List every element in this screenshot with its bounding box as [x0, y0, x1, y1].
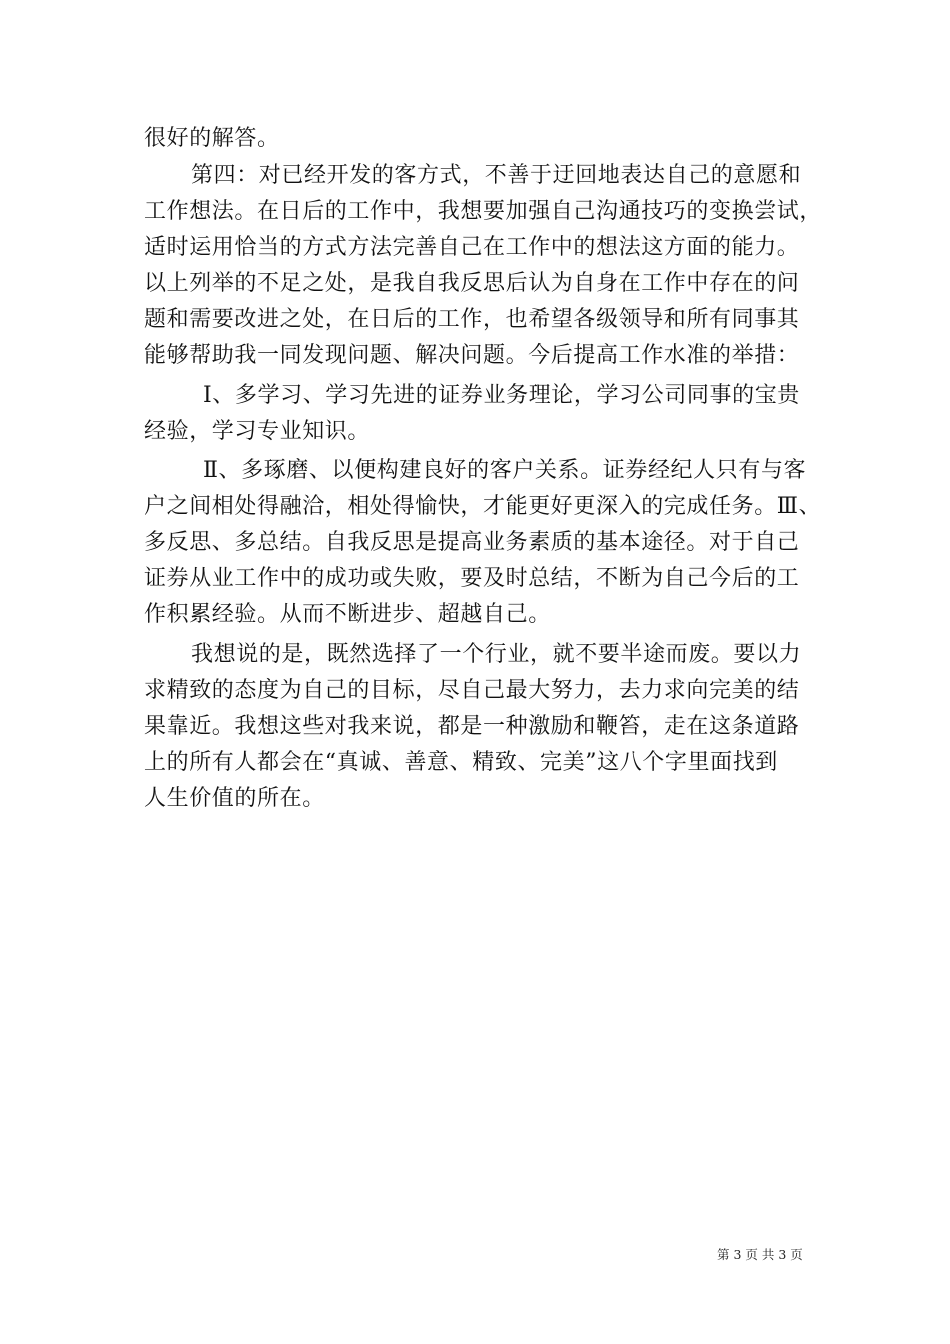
text-line: 上的所有人都会在“真诚、善意、精致、完美”这八个字里面找到: [144, 750, 778, 775]
text-line: 以上列举的不足之处，是我自我反思后认为自身在工作中存在的问: [144, 271, 800, 296]
text-line: 多反思、多总结。自我反思是提高业务素质的基本途径。对于自己: [144, 530, 800, 555]
text-line: Ⅰ、多学习、学习先进的证券业务理论，学习公司同事的宝贵: [203, 383, 800, 408]
text-line: 经验，学习专业知识。: [144, 419, 371, 444]
text-line: 作积累经验。从而不断进步、超越自己。: [144, 602, 551, 627]
text-line: 题和需要改进之处，在日后的工作，也希望各级领导和所有同事其: [144, 307, 800, 332]
text-line: 果靠近。我想这些对我来说，都是一种激励和鞭笞，走在这条道路: [144, 714, 800, 739]
text-line: Ⅱ、多琢磨、以便构建良好的客户关系。证券经纪人只有与客: [203, 458, 807, 483]
text-line: 户之间相处得融洽，相处得愉快，才能更好更深入的完成任务。Ⅲ、: [144, 494, 822, 519]
text-line: 很好的解答。: [144, 126, 280, 151]
text-line: 我想说的是，既然选择了一个行业，就不要半途而废。要以力: [191, 642, 802, 667]
text-line: 人生价值的所在。: [144, 786, 325, 811]
page-number-footer: 第 3 页 共 3 页: [717, 1247, 803, 1262]
text-line: 证券从业工作中的成功或失败，要及时总结，不断为自己今后的工: [144, 566, 800, 591]
text-line: 工作想法。在日后的工作中，我想要加强自己沟通技巧的变换尝试，: [144, 199, 823, 224]
text-line: 适时运用恰当的方式方法完善自己在工作中的想法这方面的能力。: [144, 235, 800, 260]
text-line: 能够帮助我一同发现问题、解决问题。今后提高工作水准的举措：: [144, 343, 800, 368]
text-line: 求精致的态度为自己的目标，尽自己最大努力，去力求向完美的结: [144, 678, 800, 703]
text-line: 第四：对已经开发的客方式，不善于迂回地表达自己的意愿和: [191, 163, 802, 188]
